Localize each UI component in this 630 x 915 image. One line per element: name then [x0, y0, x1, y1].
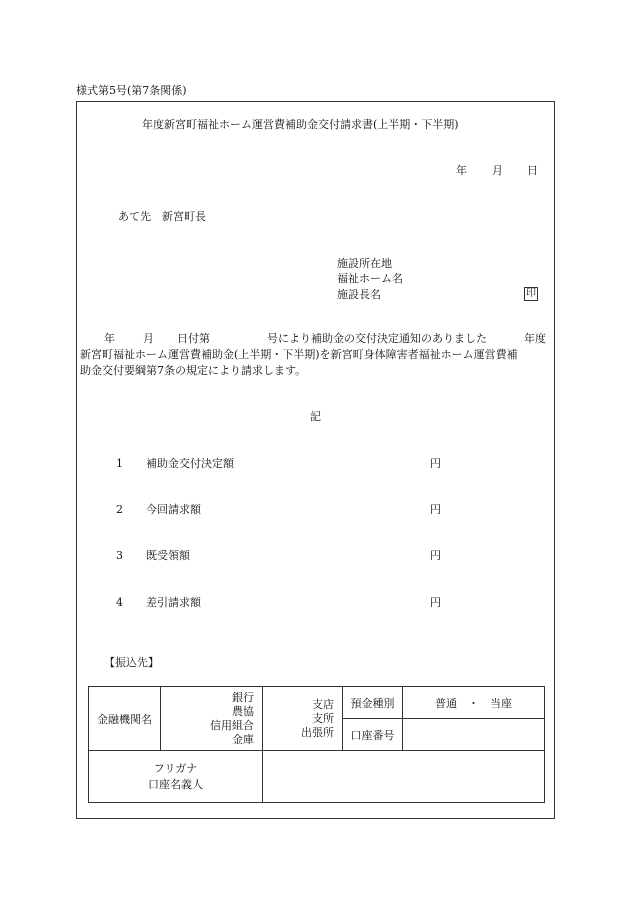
form-title: 年度新宮町福祉ホーム運営費補助金交付請求書(上半期・下半期)	[142, 118, 459, 131]
item-3-unit: 円	[430, 549, 441, 562]
account-number-field	[403, 719, 545, 751]
addressee: あて先 新宮町長	[118, 210, 206, 223]
date-day: 日	[527, 164, 538, 177]
seal-mark: 印	[526, 288, 536, 299]
item-4-label: 差引請求額	[146, 596, 201, 609]
branch-shisho: 支所	[312, 711, 334, 725]
institution-name-label: 金融機関名	[89, 687, 161, 751]
facility-address-label: 施設所在地	[337, 257, 392, 270]
account-holder-label: 口座名義人	[148, 777, 203, 791]
item-4-number: 4	[116, 596, 123, 609]
branch-shutchojo: 出張所	[301, 725, 334, 739]
statement-line-1	[80, 331, 550, 347]
type-bank: 銀行	[232, 690, 254, 704]
blank-fiscal-year: 年度	[524, 332, 546, 345]
account-holder-label-cell	[89, 751, 263, 803]
bank-account-table	[88, 686, 545, 803]
item-2-unit: 円	[430, 503, 441, 516]
date-year: 年	[456, 164, 467, 177]
branch-shiten: 支店	[312, 697, 334, 711]
item-1-label: 補助金交付決定額	[146, 457, 234, 470]
home-name-label: 福祉ホーム名	[337, 272, 403, 285]
blank-month: 月	[143, 332, 154, 345]
account-holder-field	[263, 751, 545, 803]
type-credit-union: 信用組合	[210, 718, 254, 732]
item-2-label: 今回請求額	[146, 503, 201, 516]
account-number-label: 口座番号	[343, 719, 403, 751]
item-1-unit: 円	[430, 457, 441, 470]
institution-type-cell	[161, 687, 263, 751]
transfer-heading: 【振込先】	[104, 656, 159, 669]
ki-heading: 記	[310, 410, 321, 423]
deposit-type-value: 普通 ・ 当座	[403, 687, 545, 719]
director-name-label: 施設長名	[337, 288, 381, 301]
item-3-number: 3	[116, 549, 123, 562]
type-shinkin: 金庫	[232, 732, 254, 746]
branch-type-cell	[263, 687, 343, 751]
form-number: 様式第5号(第7条関係)	[76, 84, 187, 97]
type-ja: 農協	[232, 704, 254, 718]
statement-line-2: 新宮町福祉ホーム運営費補助金(上半期・下半期)を新宮町身体障害者福祉ホーム運営費補	[80, 348, 518, 361]
blank-dated: 日付第	[177, 332, 210, 345]
item-1-number: 1	[116, 457, 123, 470]
request-statement	[80, 331, 550, 379]
statement-decision: 号により補助金の交付決定通知のありました	[267, 332, 487, 345]
item-2-number: 2	[116, 503, 123, 516]
item-4-unit: 円	[430, 596, 441, 609]
deposit-type-label: 預金種別	[343, 687, 403, 719]
blank-year: 年	[104, 332, 115, 345]
furigana-label: フリガナ	[153, 761, 198, 775]
statement-line-3: 助金交付要綱第7条の規定により請求します。	[80, 364, 307, 377]
item-3-label: 既受領額	[146, 549, 190, 562]
date-month: 月	[492, 164, 503, 177]
